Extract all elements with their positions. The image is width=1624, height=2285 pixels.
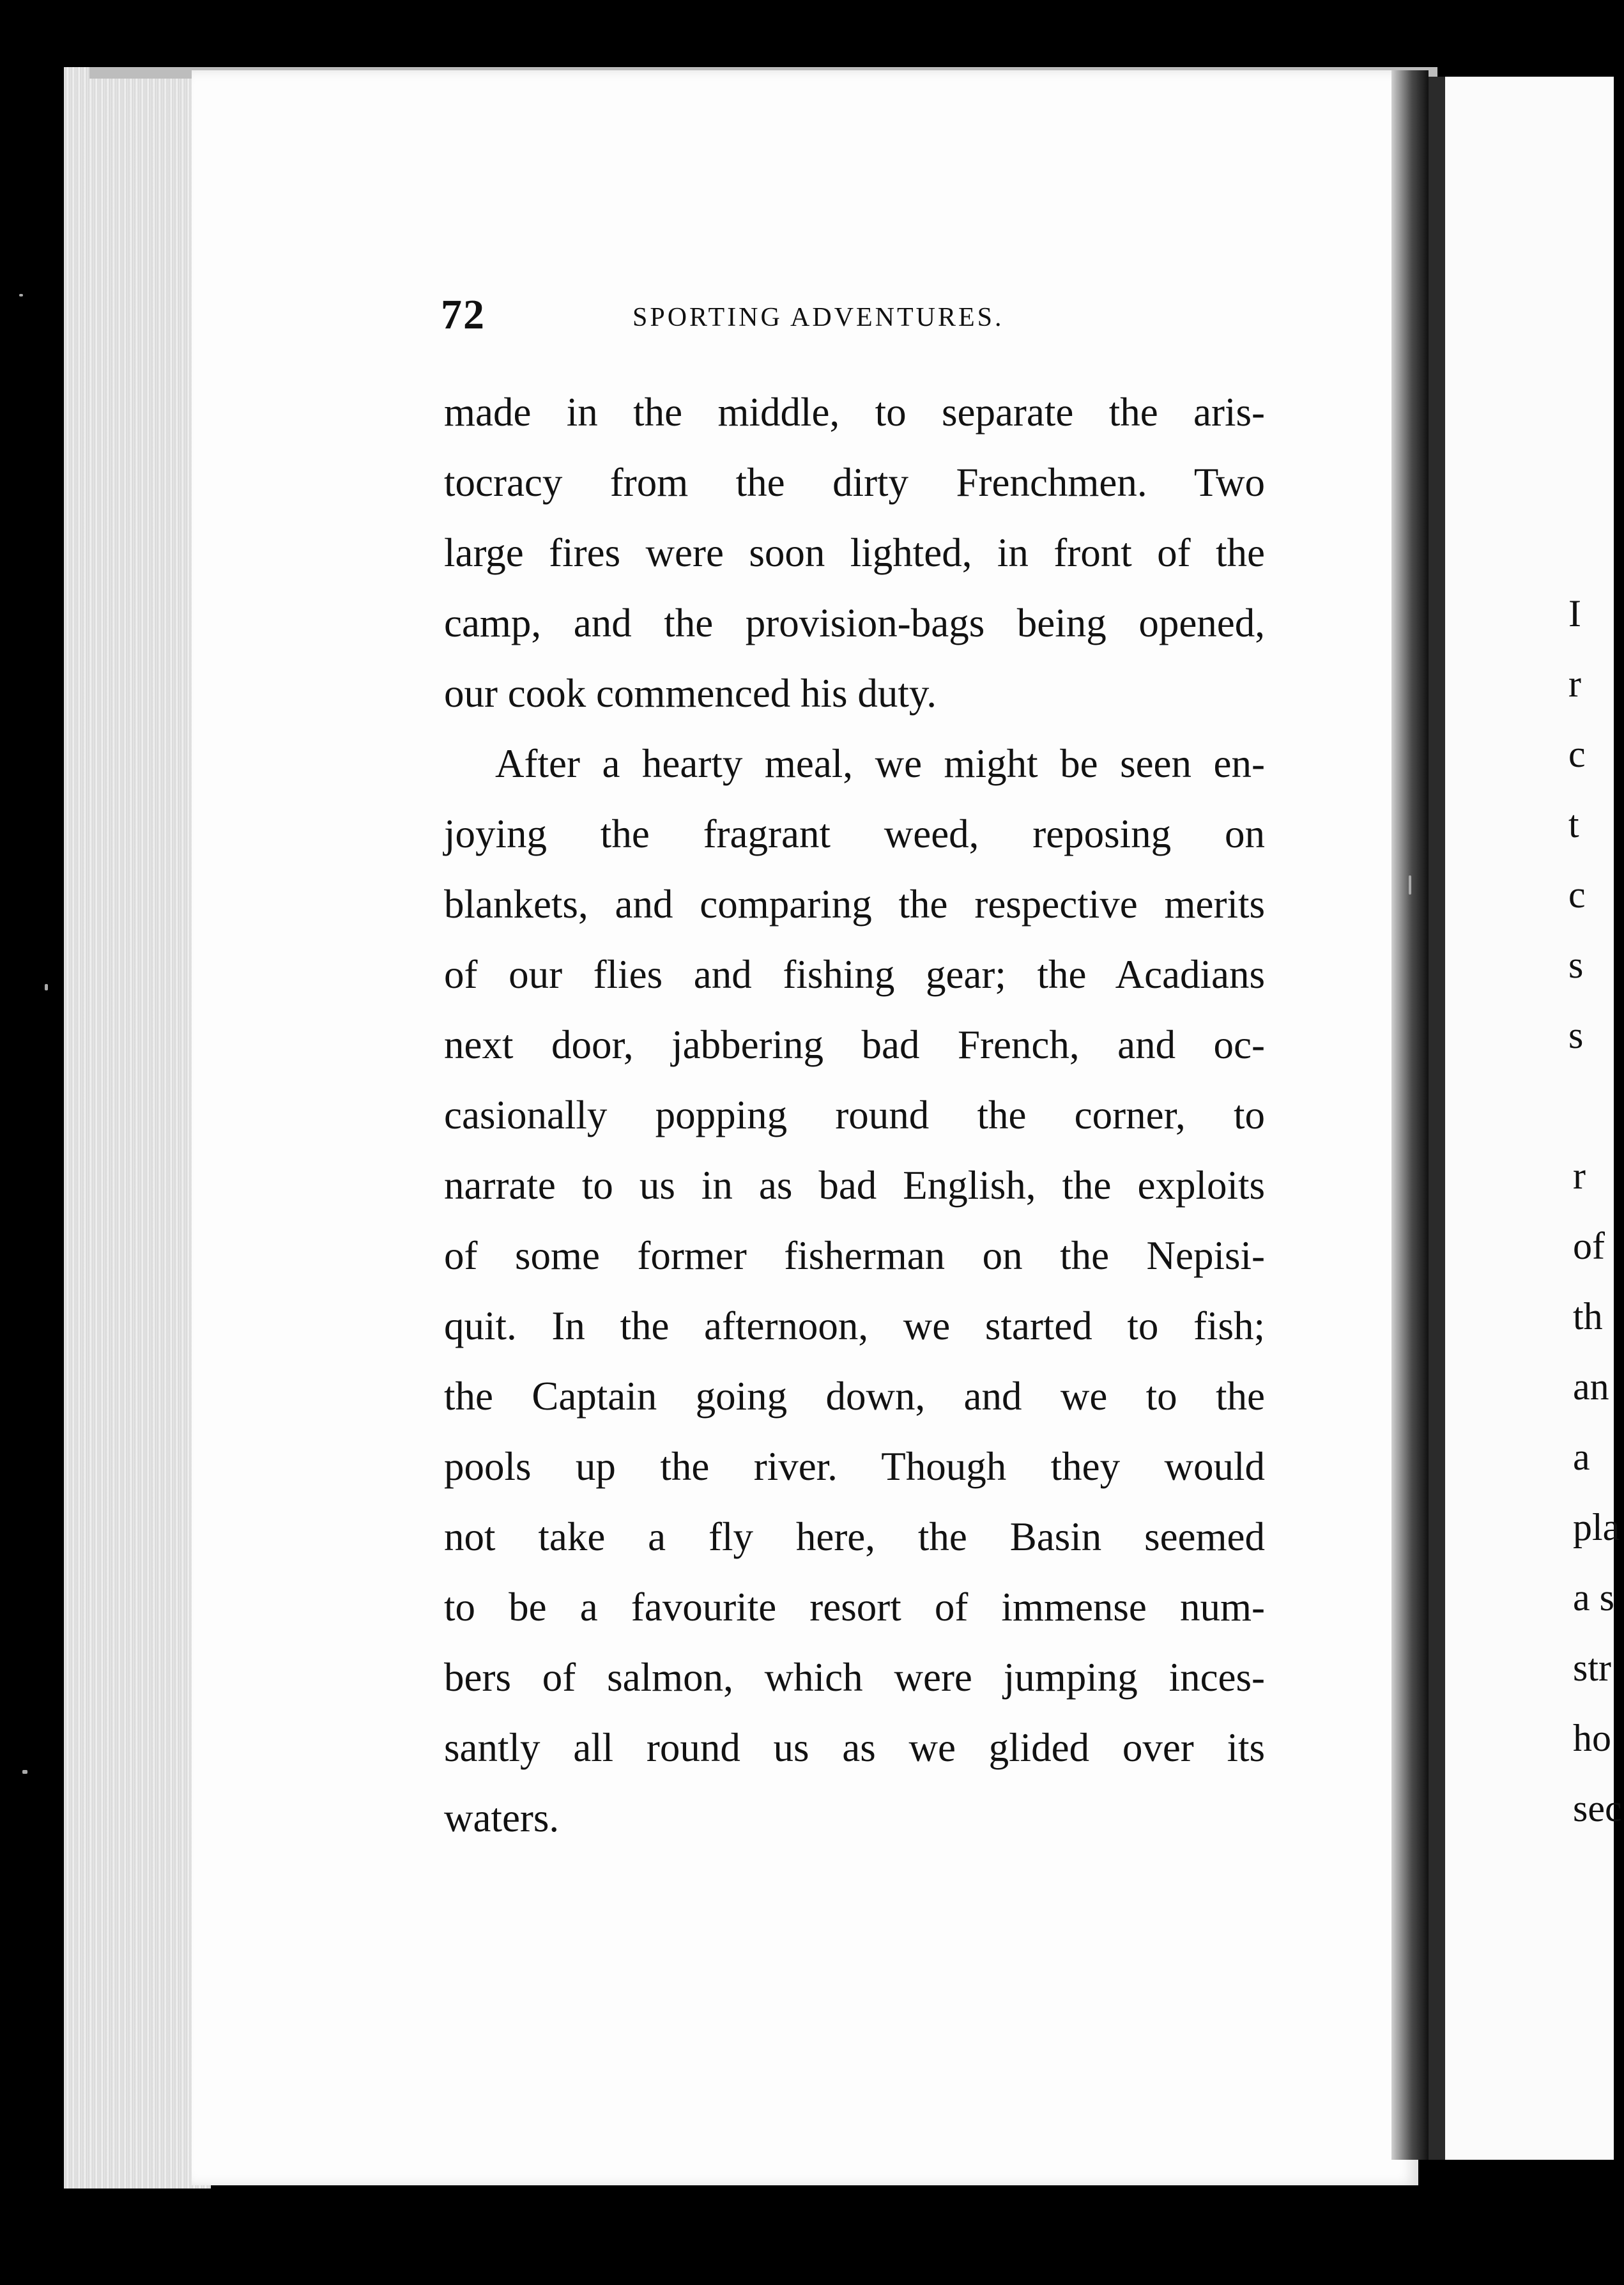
text-line: the Captain going down, and we to the — [444, 1374, 1265, 1419]
text-line: bers of salmon, which were jumping inces- — [444, 1655, 1265, 1700]
text-line: After a hearty meal, we might be seen en- — [495, 741, 1265, 786]
right-fragment: s — [1568, 944, 1584, 986]
text-line: quit. In the afternoon, we started to fish; — [444, 1304, 1265, 1348]
right-fragment: of — [1573, 1225, 1605, 1267]
text-line: of some former fisherman on the Nepisi- — [444, 1233, 1265, 1278]
right-page — [1445, 77, 1614, 2160]
text-line: narrate to us in as bad English, the exploits — [444, 1163, 1265, 1208]
scan-speck — [22, 1770, 27, 1774]
running-title: SPORTING ADVENTURES. — [632, 303, 1004, 332]
right-fragment: r — [1568, 663, 1581, 705]
scan-speck — [1409, 875, 1411, 895]
text-line: blankets, and comparing the respective merits — [444, 882, 1265, 927]
scan-speck — [45, 984, 48, 990]
page-edges — [64, 67, 211, 2189]
book-gutter — [1391, 70, 1429, 2160]
text-line: waters. — [444, 1796, 560, 1840]
text-line: of our flies and fishing gear; the Acadians — [444, 952, 1265, 997]
right-fragment: pla — [1573, 1506, 1620, 1548]
right-fragment: t — [1568, 803, 1579, 845]
text-line: next door, jabbering bad French, and oc- — [444, 1022, 1265, 1067]
right-fragment: c — [1568, 733, 1586, 775]
text-line: to be a favourite resort of immense num- — [444, 1585, 1265, 1629]
body-text — [444, 377, 1265, 1853]
right-page-fragments-lower — [1573, 1141, 1624, 1843]
page-number: 72 — [441, 291, 486, 338]
right-fragment: an — [1573, 1366, 1609, 1408]
text-line: pools up the river. Though they would — [444, 1444, 1265, 1489]
text-line: santly all round us as we glided over its — [444, 1725, 1265, 1770]
right-fragment: sec — [1573, 1787, 1622, 1829]
scan-speck — [19, 294, 23, 296]
right-page-fragments-upper — [1568, 578, 1620, 1070]
text-line: not take a fly here, the Basin seemed — [444, 1514, 1265, 1559]
text-line: tocracy from the dirty Frenchmen. Two — [444, 460, 1265, 505]
right-fragment: c — [1568, 873, 1586, 916]
right-fragment: r — [1573, 1155, 1586, 1197]
text-line: joying the fragrant weed, reposing on — [444, 812, 1265, 856]
right-fragment: th — [1573, 1295, 1603, 1337]
running-head — [441, 291, 1271, 342]
text-line: large fires were soon lighted, in front of the — [444, 530, 1265, 575]
right-fragment: I — [1568, 592, 1581, 635]
right-fragment: ho — [1573, 1717, 1611, 1759]
text-line: camp, and the provision-bags being opened, — [444, 601, 1265, 645]
right-fragment: a — [1573, 1436, 1590, 1478]
text-line: made in the middle, to separate the aris- — [444, 390, 1265, 435]
right-fragment: s — [1568, 1014, 1584, 1056]
right-fragment: a s — [1573, 1576, 1614, 1619]
text-line: casionally popping round the corner, to — [444, 1093, 1265, 1137]
gutter-shadow — [1429, 77, 1445, 2160]
text-line: our cook commenced his duty. — [444, 671, 937, 716]
right-fragment: str — [1573, 1647, 1611, 1689]
